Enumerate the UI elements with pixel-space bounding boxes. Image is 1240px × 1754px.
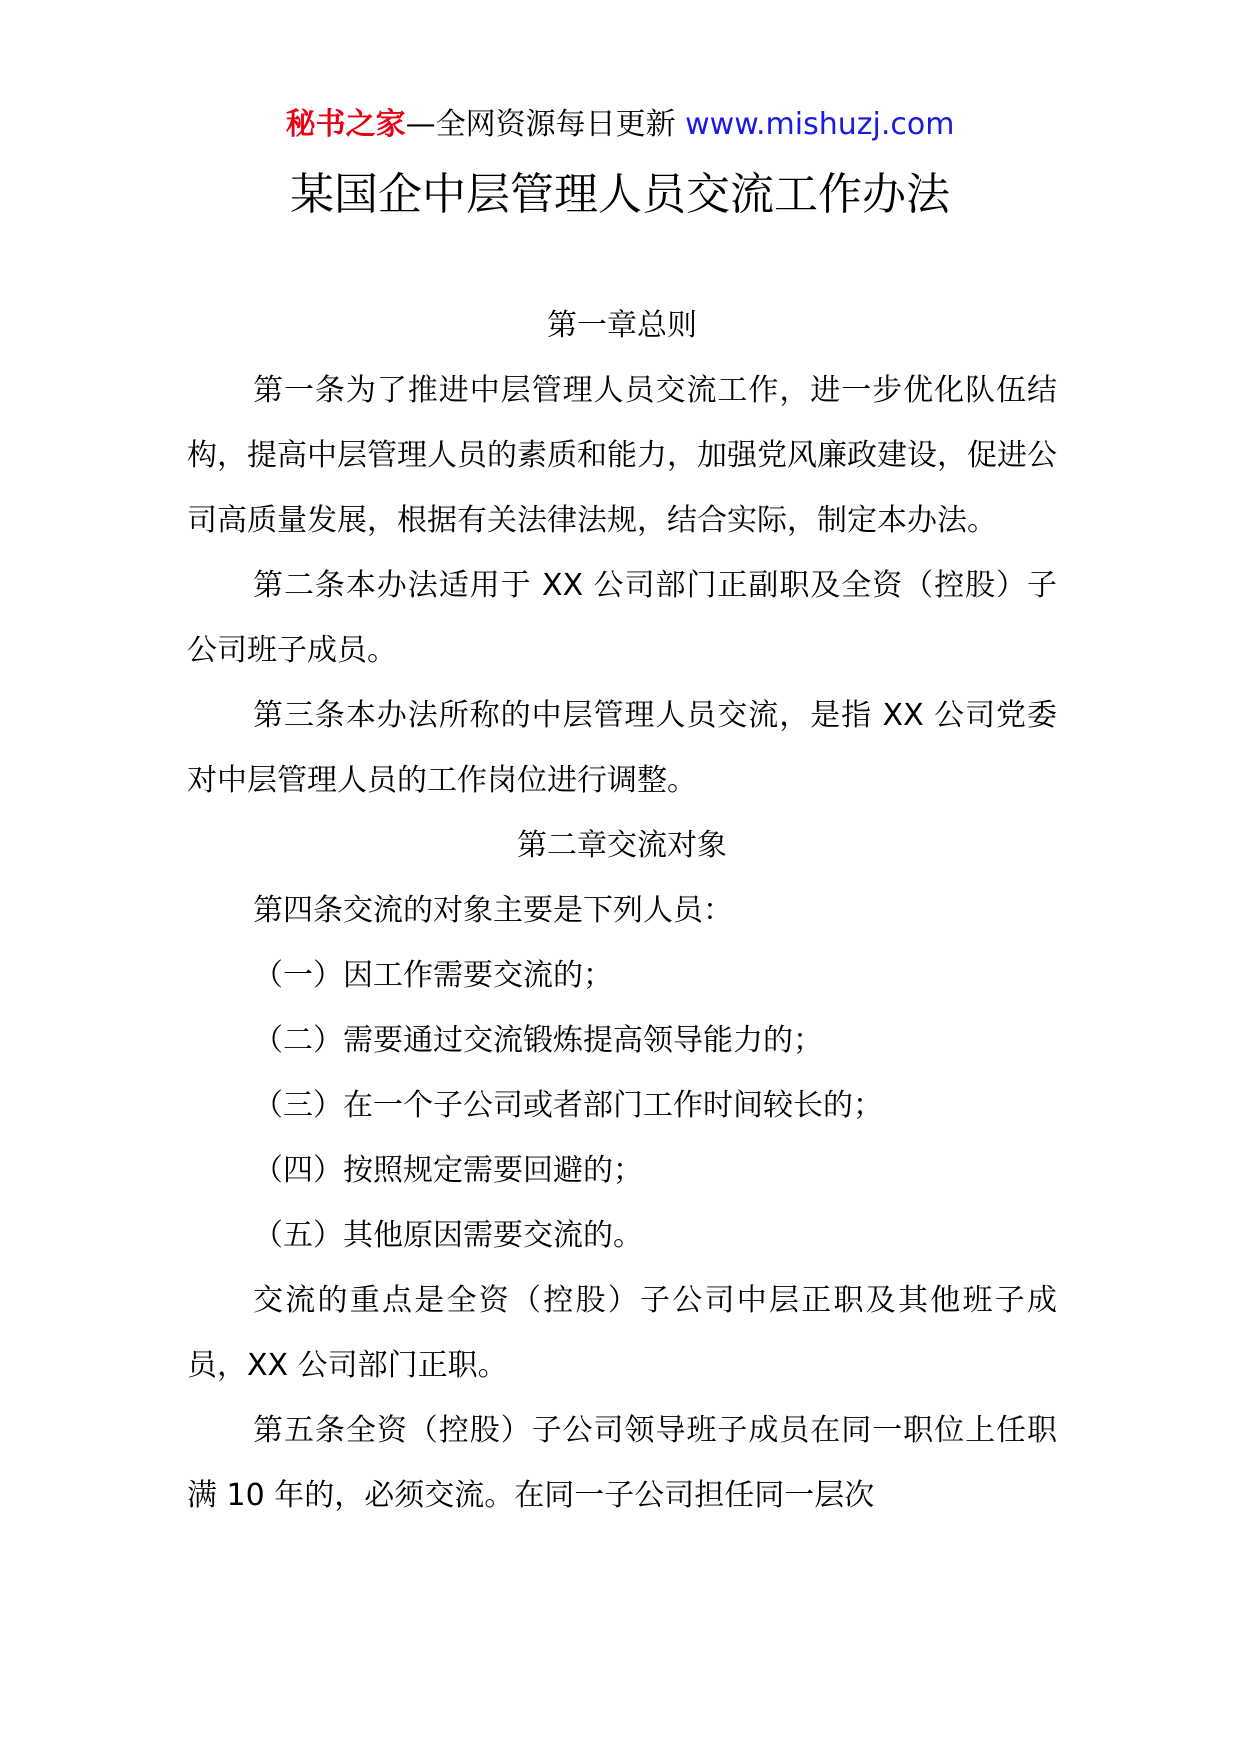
article-paragraph: 交流的重点是全资（控股）子公司中层正职及其他班子成员，XX 公司部门正职。: [187, 1283, 1057, 1383]
article-paragraph: 第三条本办法所称的中层管理人员交流，是指 XX 公司党委对中层管理人员的工作岗位进行调整。: [187, 698, 1057, 798]
chapter-heading: 第二章交流对象: [517, 828, 727, 863]
list-item: （三）在一个子公司或者部门工作时间较长的；: [253, 1088, 883, 1123]
article-paragraph: 第一条为了推进中层管理人员交流工作，进一步优化队伍结构，提高中层管理人员的素质和能力，加强党风廉政建设，促进公司高质量发展，根据有关法律法规，结合实际，制定本办法。: [187, 373, 1057, 538]
list-item: （一）因工作需要交流的；: [253, 958, 613, 993]
document-title: 某国企中层管理人员交流工作办法: [290, 169, 950, 220]
chapter-heading: 第一章总则: [547, 308, 697, 343]
list-item: （二）需要通过交流锻炼提高领导能力的；: [253, 1023, 823, 1058]
header-tagline: —全网资源每日更新: [405, 107, 676, 142]
article-paragraph: 第五条全资（控股）子公司领导班子成员在同一职位上任职满 10 年的，必须交流。在同一子公司担任同一层次: [187, 1413, 1057, 1513]
site-header: [0, 100, 1240, 150]
list-item: （四）按照规定需要回避的；: [253, 1153, 643, 1188]
site-url-link[interactable]: www.mishuzj.com: [685, 107, 955, 142]
article-paragraph: 第四条交流的对象主要是下列人员：: [253, 893, 733, 928]
article-paragraph: 第二条本办法适用于 XX 公司部门正副职及全资（控股）子公司班子成员。: [187, 568, 1057, 668]
document-body: [187, 293, 1057, 1528]
list-item: （五）其他原因需要交流的。: [253, 1218, 643, 1253]
brand-name: 秘书之家: [285, 107, 406, 142]
